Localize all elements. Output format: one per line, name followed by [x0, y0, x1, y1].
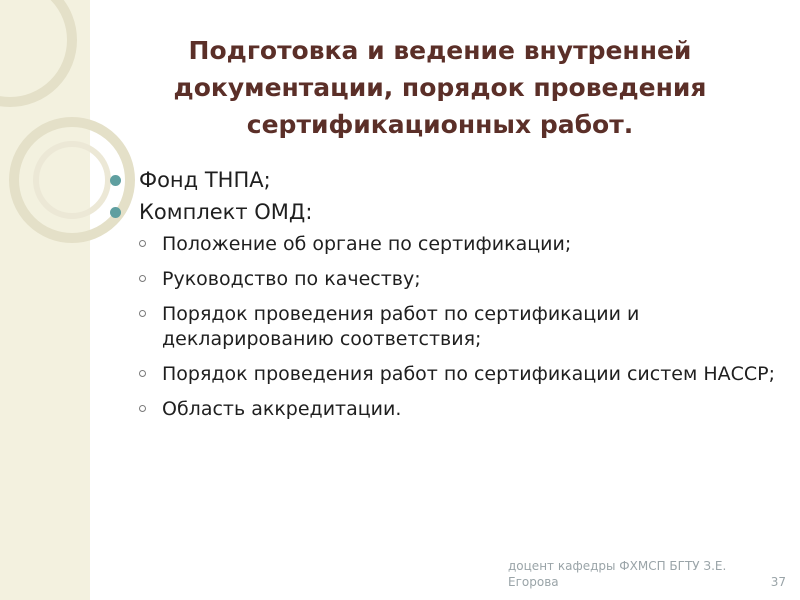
- bullet-dot-icon: [110, 207, 121, 218]
- sub-bullet-text: Порядок проведения работ по сертификации и декларированию соответствия;: [162, 303, 640, 350]
- sub-bullet-ring-icon: [139, 240, 146, 247]
- sub-bullet-item: [136, 397, 782, 422]
- sub-bullet-item: [136, 267, 782, 292]
- bullet-item-komplekt-omd: [110, 198, 782, 422]
- bullet-dot-icon: [110, 175, 121, 186]
- bullet-list: [110, 166, 782, 432]
- sub-bullet-text: Область аккредитации.: [162, 398, 402, 420]
- page-number: 37: [770, 575, 786, 589]
- footer-author: доцент кафедры ФХМСП БГТУ З.Е. Егорова: [508, 559, 727, 589]
- sub-bullet-text: Порядок проведения работ по сертификации систем НАССР;: [162, 363, 776, 385]
- sub-bullet-item: [136, 232, 782, 257]
- sub-bullet-ring-icon: [139, 405, 146, 412]
- sub-bullet-ring-icon: [139, 310, 146, 317]
- sub-bullet-text: Руководство по качеству;: [162, 268, 421, 290]
- sub-bullet-item: [136, 302, 782, 352]
- bullet-item-fond-tnpa: [110, 166, 782, 194]
- slide-title: Подготовка и ведение внутренней документации, порядок проведения сертификационных работ.: [173, 36, 707, 139]
- sub-bullet-list: [136, 232, 782, 422]
- bullet-text: Фонд ТНПА;: [139, 168, 271, 192]
- sub-bullet-ring-icon: [139, 275, 146, 282]
- sub-bullet-text: Положение об органе по сертификации;: [162, 233, 572, 255]
- sub-bullet-ring-icon: [139, 370, 146, 377]
- bullet-text: Комплект ОМД:: [139, 200, 313, 224]
- sub-bullet-item: [136, 362, 782, 387]
